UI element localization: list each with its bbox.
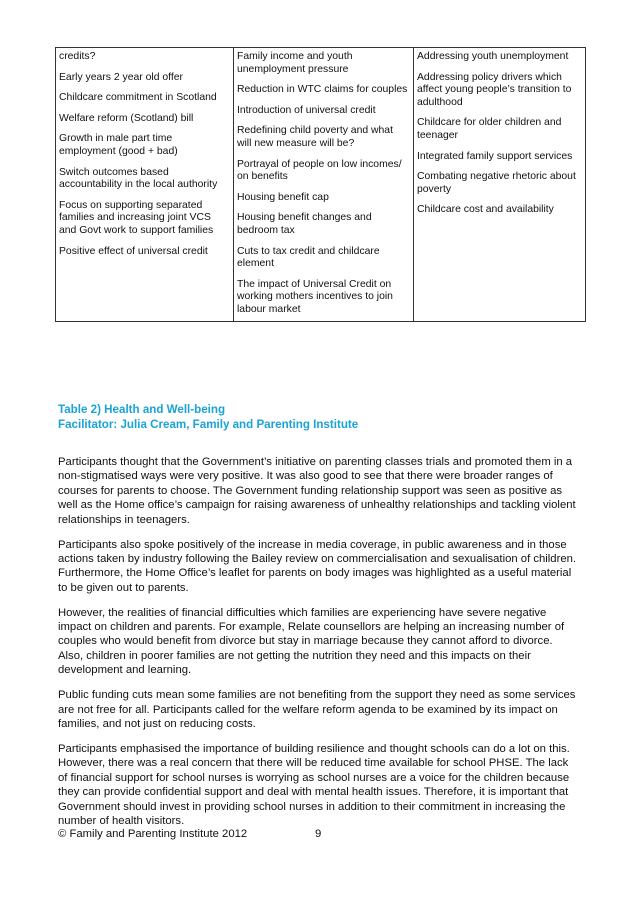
list-item: Positive effect of universal credit <box>59 245 208 257</box>
list-item: Early years 2 year old offer <box>59 71 183 83</box>
paragraph: However, the realities of financial difficulties which families are experiencing have severe negative impact on children and parents. For example, Relate counsellors are helping an increasing number of couples who would benefit from divorce but stay in marriage because they cannot afford to divorce. Also, children in poorer families are not getting the nutrition they need and this impacts on their development and learning. <box>58 606 565 677</box>
list-item: Cuts to tax credit and childcare element <box>237 245 380 270</box>
list-item: credits? <box>59 51 96 62</box>
table-row <box>56 48 586 322</box>
list-item: Welfare reform (Scotland) bill <box>59 112 194 124</box>
list-item: Growth in male part time employment (good + bad) <box>59 133 178 157</box>
list-item: Redefining child poverty and what will new measure will be? <box>237 125 393 149</box>
list-item: Reduction in WTC claims for couples <box>237 84 408 96</box>
table-cell-col2 <box>234 48 414 322</box>
footer-copyright: © Family and Parenting Institute 2012 <box>58 828 248 840</box>
section-facilitator: Facilitator: Julia Cream, Family and Parenting Institute <box>58 418 359 431</box>
list-item: Integrated family support services <box>417 150 573 162</box>
page-footer <box>58 827 358 841</box>
list-item: Childcare for older children and teenager <box>417 117 562 141</box>
list-item: Addressing policy drivers which affect young people’s transition to adulthood <box>417 71 572 108</box>
paragraph: Participants also spoke positively of the increase in media coverage, in public awareness and in those actions taken by industry following the Bailey review on commercialisation and sexualisation of children. Furthermore, the Home Office’s leaflet for parents on body images was highlighted as a useful material to be given out to parents. <box>58 538 577 594</box>
list-item: Focus on supporting separated families and increasing joint VCS and Govt work to support families <box>59 199 214 236</box>
list-item: Housing benefit changes and bedroom tax <box>237 212 372 236</box>
issues-table <box>55 47 586 322</box>
body-text <box>58 455 580 839</box>
paragraph: Public funding cuts mean some families are not benefiting from the support they need as some services are not free for all. Participants called for the welfare reform agenda to be examined by its impact on families, and not just on reducing costs. <box>58 689 576 730</box>
section-title: Table 2) Health and Well-being <box>58 403 226 416</box>
list-item: Childcare cost and availability <box>417 204 554 216</box>
table-cell-col3 <box>414 48 586 322</box>
list-item: Portrayal of people on low incomes/ on benefits <box>237 158 402 183</box>
section-heading <box>58 402 588 432</box>
table-cell-col1 <box>56 48 234 322</box>
list-item: Family income and youth unemployment pressure <box>237 51 353 75</box>
list-item: The impact of Universal Credit on working mothers incentives to join labour market <box>237 278 393 315</box>
page-number: 9 <box>315 828 322 840</box>
list-item: Combating negative rhetoric about poverty <box>417 171 576 195</box>
paragraph: Participants thought that the Government’s initiative on parenting classes trials and promoted them in a non-stigmatised ways were very positive. It was also good to see that there were broader ranges of courses for parents to choose. The Government funding relationship support was seen as positive as well as the Home office’s campaign for raising awareness of unhealthy relationships and tackling violent relationships in teenagers. <box>58 456 576 526</box>
list-item: Housing benefit cap <box>237 191 329 203</box>
list-item: Childcare commitment in Scotland <box>59 92 217 104</box>
list-item: Switch outcomes based accountability in the local authority <box>59 166 218 191</box>
paragraph: Participants emphasised the importance of building resilience and thought schools can do a lot on this. However, there was a real concern that there will be reduced time available for school PHSE. The lack of financial support for school nurses is worrying as school nurses are a voice for the children because they can provide confidential support and deal with mental health issues. Therefore, it is important that Government should invest in providing school nurses in addition to their commitment in increasing the number of health visitors. <box>58 742 570 827</box>
list-item: Addressing youth unemployment <box>417 51 569 62</box>
list-item: Introduction of universal credit <box>237 104 376 116</box>
